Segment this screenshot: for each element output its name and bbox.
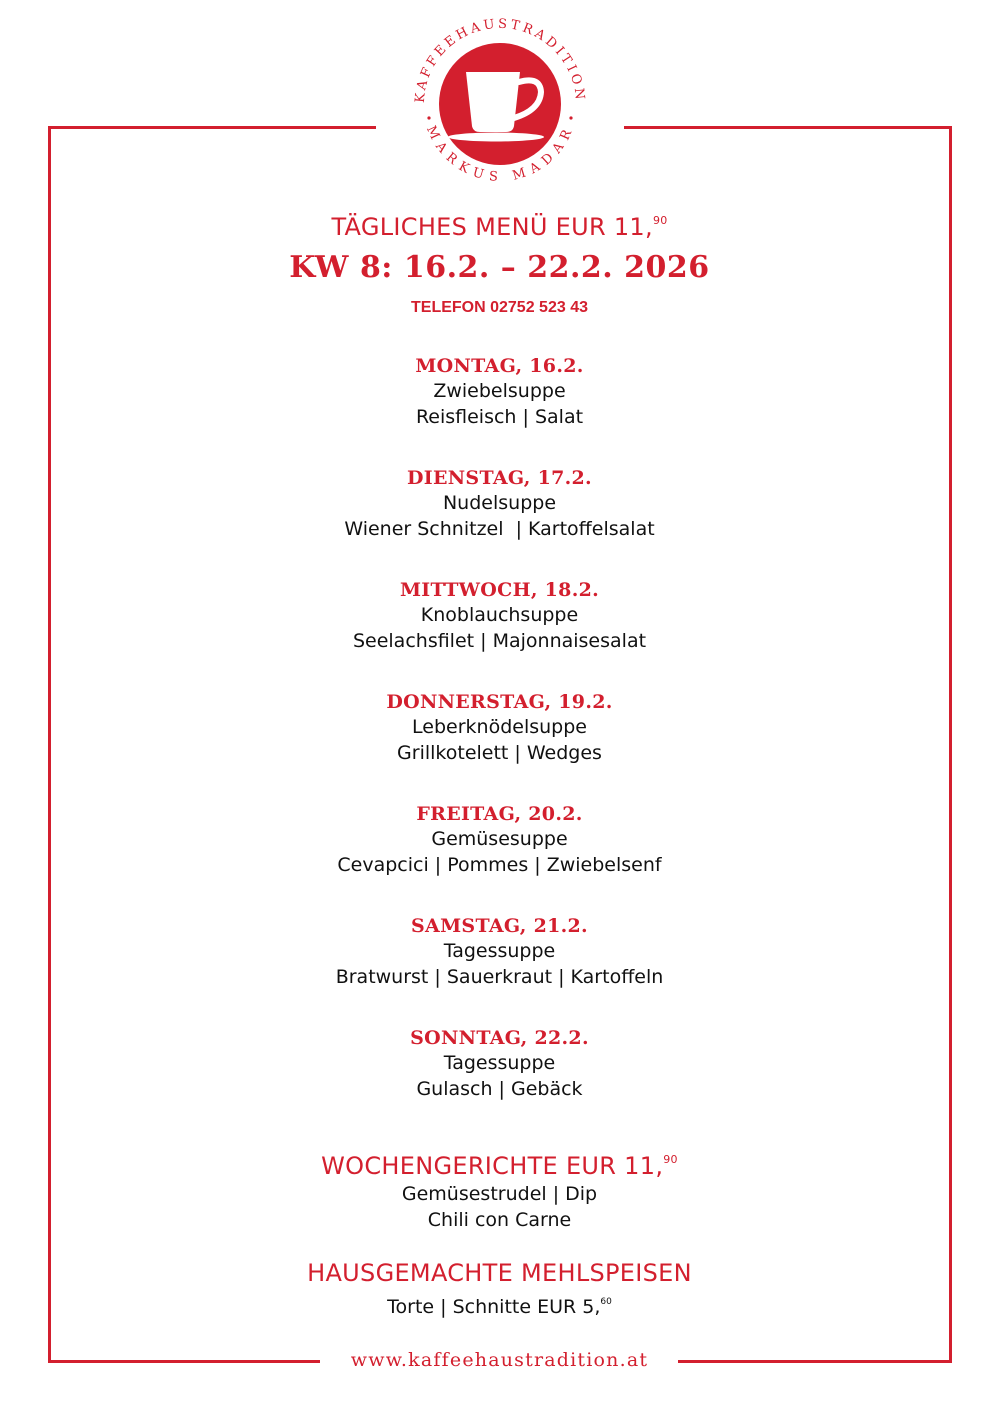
- daily-menu-title-text: TÄGLICHES MENÜ EUR 11,: [331, 213, 653, 241]
- day-wednesday: [0, 578, 999, 654]
- day-title: FREITAG, 20.2.: [416, 803, 583, 825]
- day-saturday: [0, 914, 999, 990]
- day-main: Cevapcici | Pommes | Zwiebelsenf: [337, 854, 662, 876]
- day-sunday: [0, 1026, 999, 1102]
- week-dates: KW 8: 16.2. – 22.2. 2026: [289, 250, 710, 285]
- day-main: Bratwurst | Sauerkraut | Kartoffeln: [335, 966, 664, 988]
- desserts-title: HAUSGEMACHTE MEHLSPEISEN: [307, 1259, 692, 1287]
- frame-top-left: [48, 126, 376, 129]
- daily-menu-title: [0, 213, 999, 241]
- weekly-title: [0, 1145, 999, 1181]
- logo-ring-bottom-text: MARKUS MADAR: [422, 123, 577, 186]
- day-soup: Zwiebelsuppe: [433, 380, 566, 402]
- desserts-line: [0, 1289, 999, 1320]
- daily-menu-price-cents: 90: [652, 214, 668, 227]
- day-title: MONTAG, 16.2.: [415, 355, 584, 377]
- desserts-section: [0, 1257, 999, 1320]
- day-main: Gulasch | Gebäck: [416, 1078, 583, 1100]
- weekly-item: Chili con Carne: [427, 1209, 572, 1231]
- day-title: MITTWOCH, 18.2.: [399, 579, 600, 601]
- day-main: Seelachsfilet | Majonnaisesalat: [352, 630, 647, 652]
- weekly-item: Gemüsestrudel | Dip: [401, 1183, 598, 1205]
- day-soup: Nudelsuppe: [442, 492, 557, 514]
- day-main: Grillkotelett | Wedges: [397, 742, 602, 764]
- day-soup: Knoblauchsuppe: [420, 604, 579, 626]
- day-soup: Tagessuppe: [443, 1052, 556, 1074]
- day-soup: Tagessuppe: [443, 940, 556, 962]
- desserts-line-text: Torte | Schnitte EUR 5,: [387, 1296, 601, 1318]
- day-title: SAMSTAG, 21.2.: [411, 915, 588, 937]
- phone-number: TELEFON 02752 523 43: [411, 299, 588, 316]
- day-main: Wiener Schnitzel | Kartoffelsalat: [344, 518, 655, 540]
- weekly-title-text: WOCHENGERICHTE EUR 11,: [321, 1152, 664, 1180]
- day-thursday: [0, 690, 999, 766]
- day-monday: [0, 354, 999, 430]
- day-title: DIENSTAG, 17.2.: [407, 467, 592, 489]
- day-title: SONNTAG, 22.2.: [410, 1027, 589, 1049]
- weekly-price-cents: 90: [663, 1153, 678, 1166]
- day-friday: [0, 802, 999, 878]
- day-soup: Leberknödelsuppe: [412, 716, 587, 738]
- day-tuesday: [0, 466, 999, 542]
- website-link[interactable]: www.kaffeehaustradition.at: [350, 1349, 649, 1371]
- day-title: DONNERSTAG, 19.2.: [386, 691, 613, 713]
- frame-top-right: [624, 126, 952, 129]
- desserts-price-cents: 60: [600, 1297, 612, 1307]
- day-soup: Gemüsesuppe: [431, 828, 568, 850]
- day-main: Reisfleisch | Salat: [415, 406, 584, 428]
- weekly-dishes: [0, 1145, 999, 1233]
- brand-logo: [410, 14, 590, 194]
- logo-ring-top-text: KAFFEEHAUSTRADITION: [412, 16, 588, 104]
